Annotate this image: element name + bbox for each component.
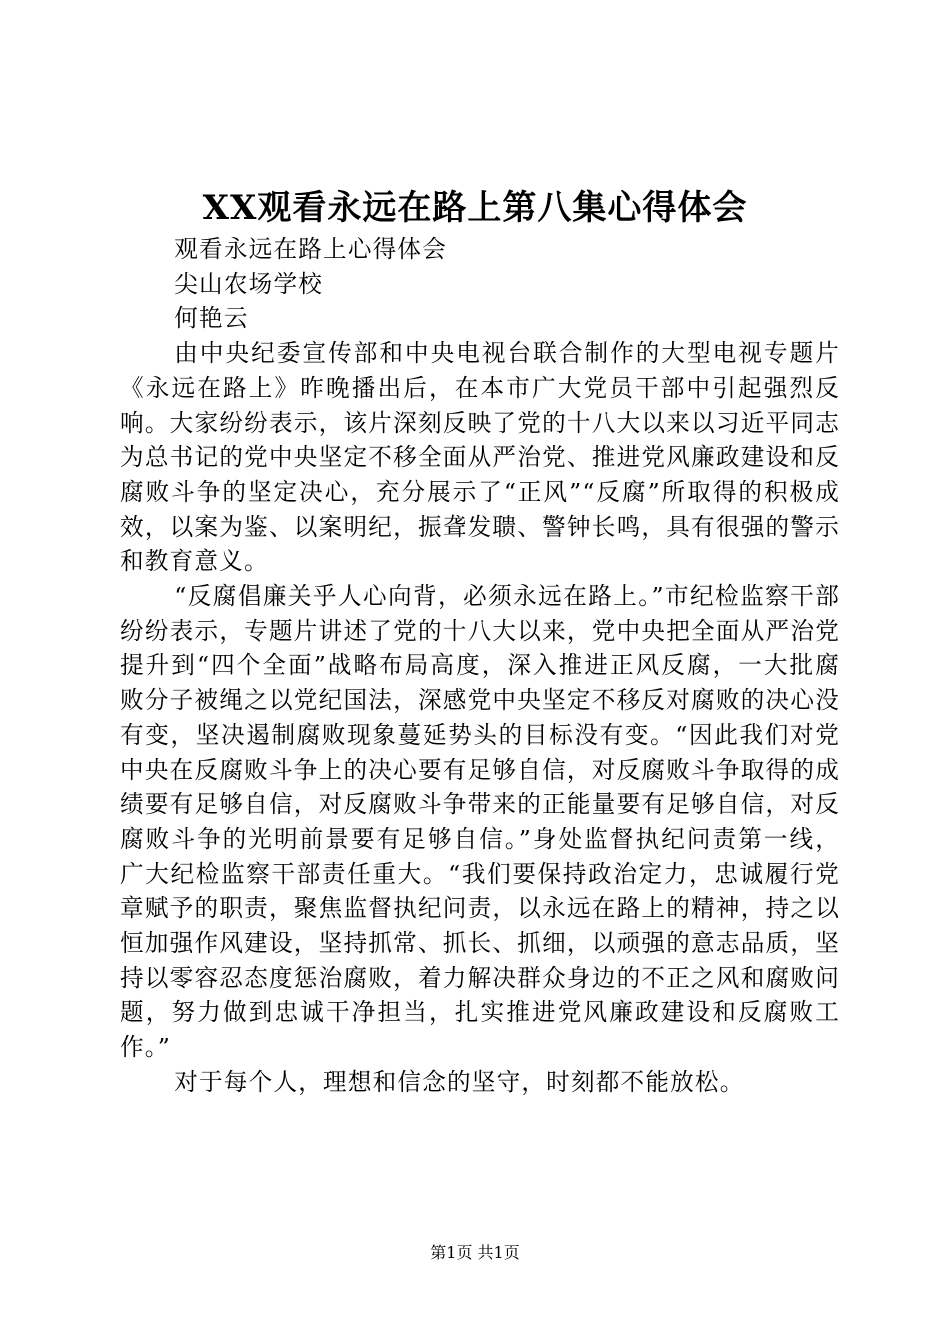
document-body (120, 232, 840, 1100)
page-footer: 第1页 共1页 (430, 1243, 520, 1262)
paragraph-school: 尖山农场学校 (174, 269, 324, 298)
paragraph-body-2: “反腐倡廉关乎人心向背，必须永远在路上。”市纪检监察干部纷纷表示，专题片讲述了党的十八大以来，党中央把全面从严治党提升到“四个全面”战略布局高度，深入推进正风反腐，一大批腐败分子被绳之以党纪国法，深感党中央坚定不移反对腐败的决心没有变，坚决遏制腐败现象蔓延势头的目标没有变。“因此我们对党中央在反腐败斗争上的决心要有足够自信，对反腐败斗争取得的成绩要有足够自信，对反腐败斗争带来的正能量要有足够自信，对反腐败斗争的光明前景要有足够自信。”身处监督执纪问责第一线，广大纪检监察干部责任重大。“我们要保持政治定力，忠诚履行党章赋予的职责，聚焦监督执纪问责，以永远在路上的精神，持之以恒加强作风建设，坚持抓常、抓长、抓细，以顽强的意志品质，坚持以零容忍态度惩治腐败，着力解决群众身边的不正之风和腐败问题，努力做到忠诚干净担当，扎实推进党风廉政建设和反腐败工作。” (120, 582, 840, 1062)
paragraph-body-3: 对于每个人，理想和信念的坚守，时刻都不能放松。 (174, 1067, 745, 1096)
paragraph-author: 何艳云 (174, 304, 249, 333)
document-title: XX观看永远在路上第八集心得体会 (202, 188, 748, 228)
paragraph-subtitle: 观看永远在路上心得体会 (174, 235, 447, 263)
paragraph-body-1: 由中央纪委宣传部和中央电视台联合制作的大型电视专题片《永远在路上》昨晚播出后，在本市广大党员干部中引起强烈反响。大家纷纷表示，该片深刻反映了党的十八大以来以习近平同志为总书记的党中央坚定不移全面从严治党、推进党风廉政建设和反腐败斗争的坚定决心，充分展示了“正风”“反腐”所取得的积极成效，以案为鉴、以案明纪，振聋发聩、警钟长鸣，具有很强的警示和教育意义。 (120, 339, 840, 576)
